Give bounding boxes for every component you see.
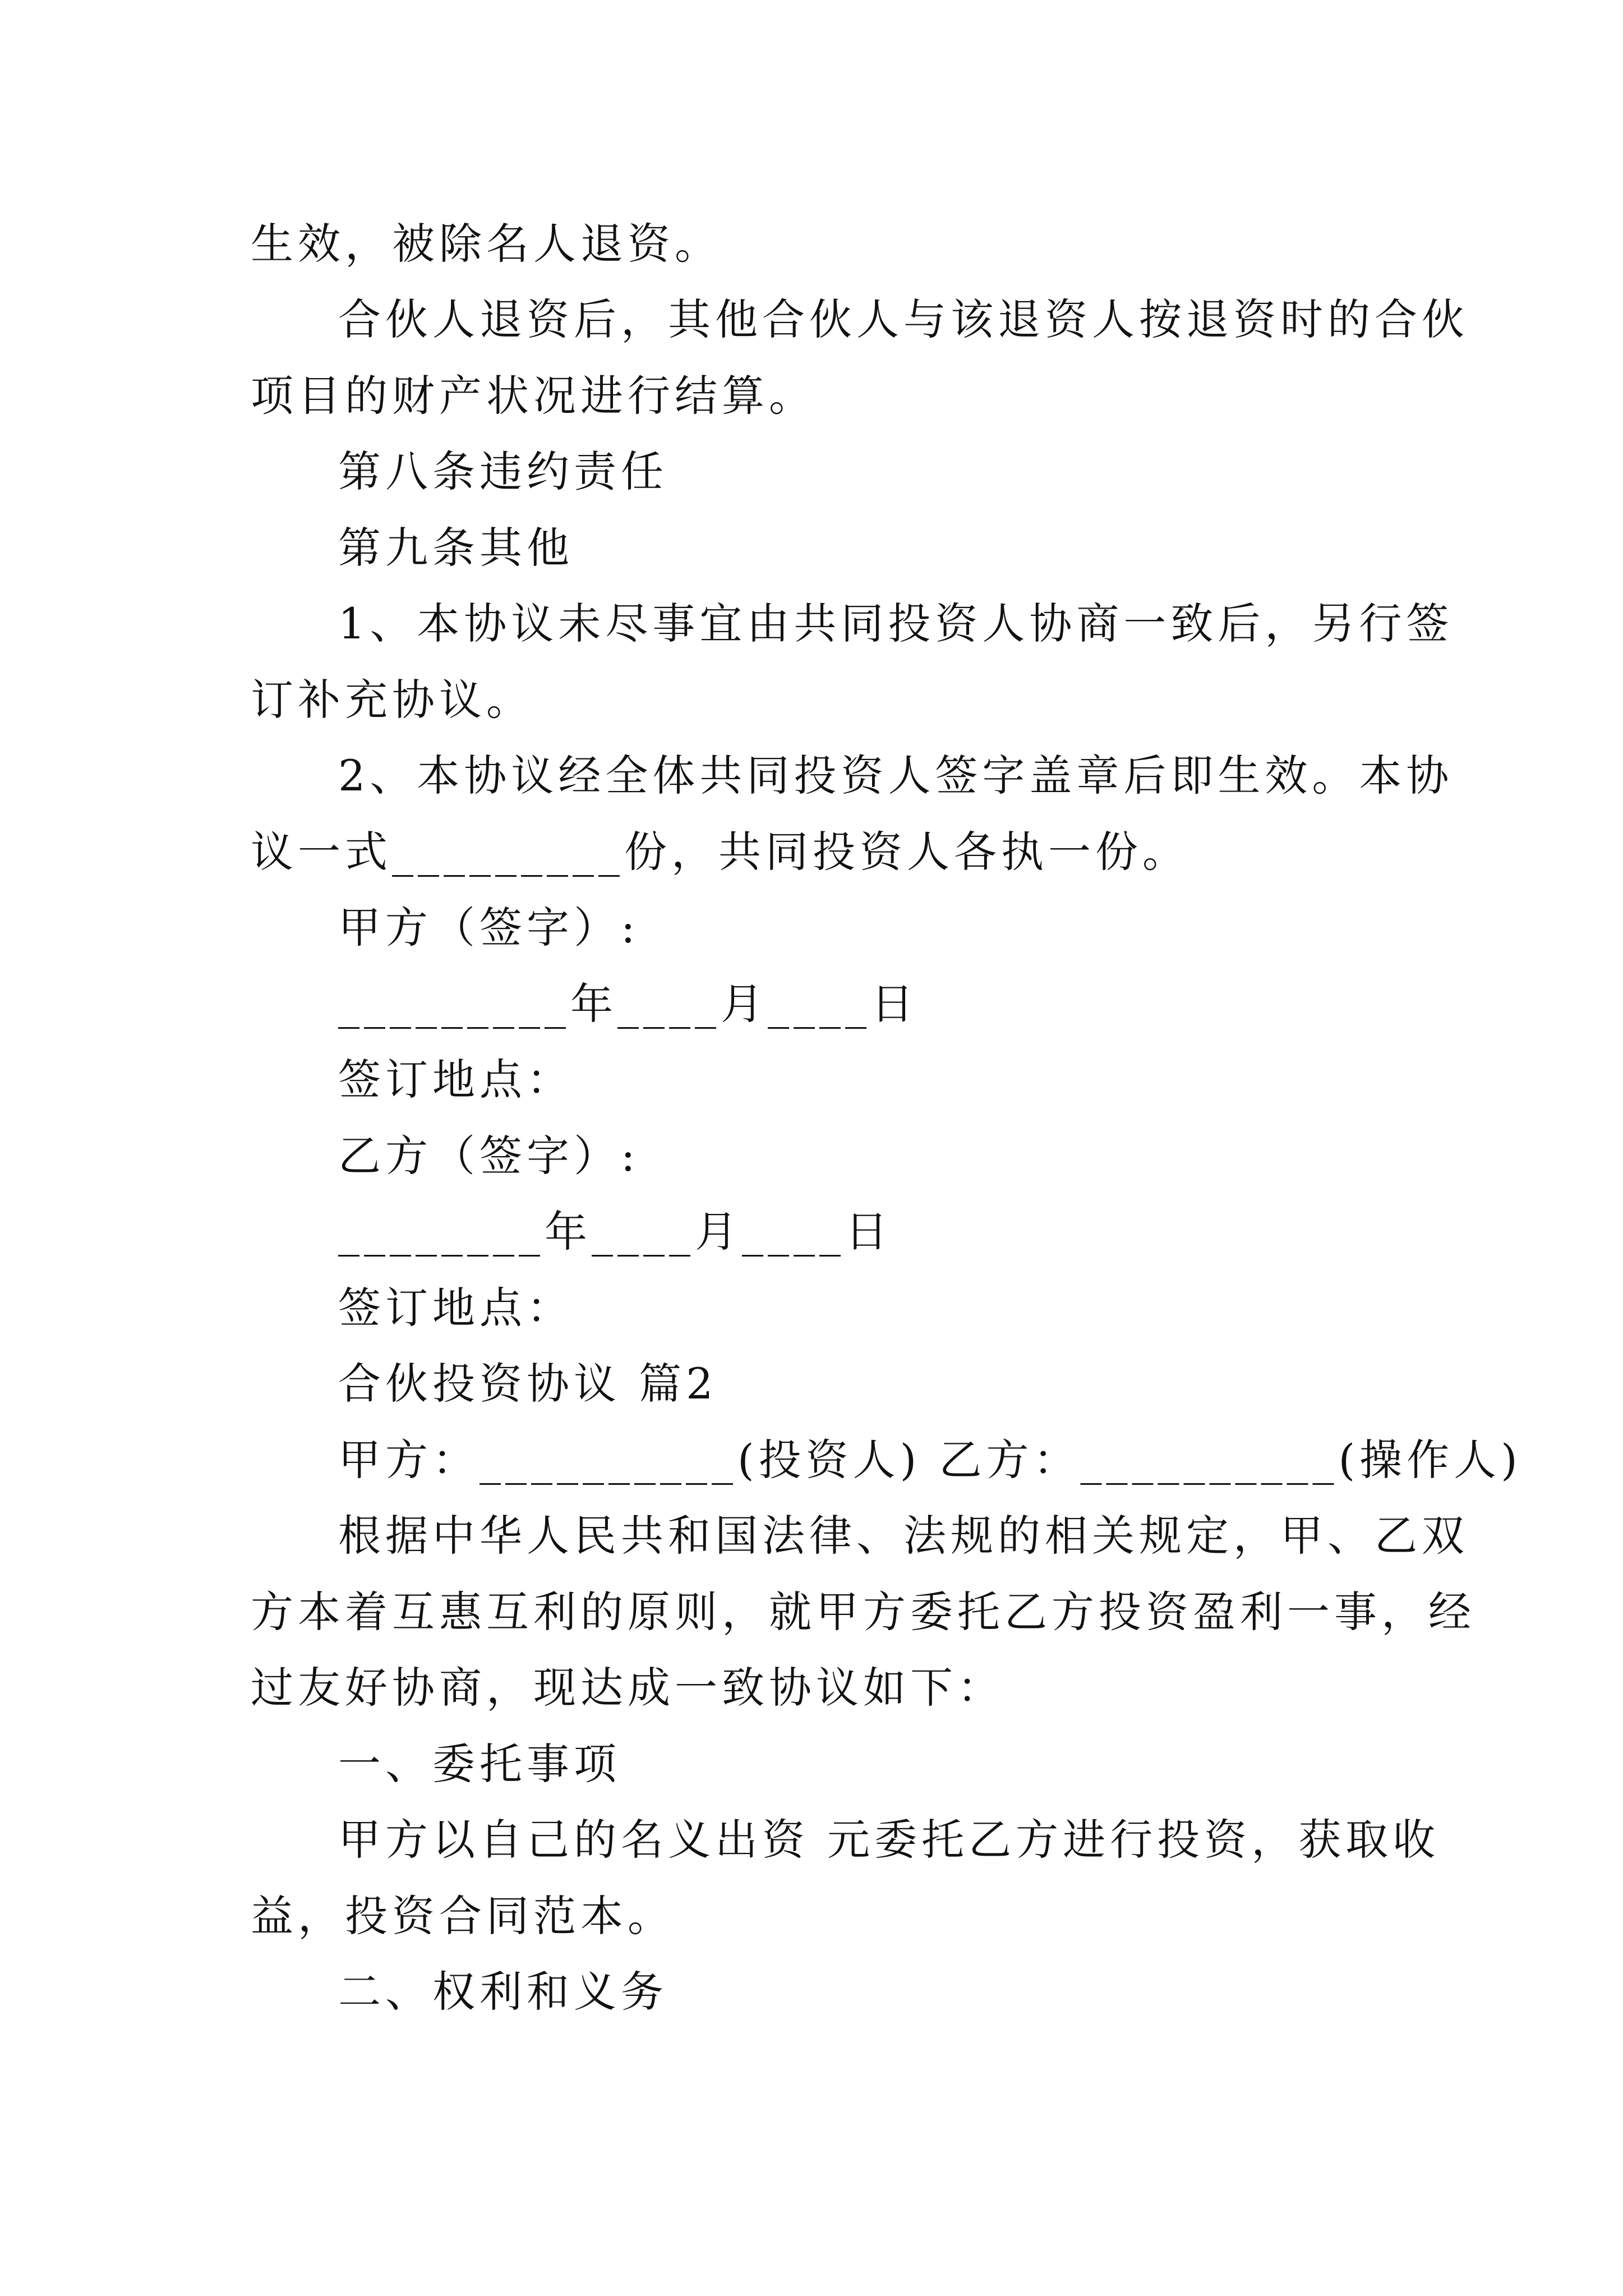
paragraph-line: 根据中华人民共和国法律、法规的相关规定，甲、乙双 — [338, 1511, 1469, 1561]
signature-label-party-a: 甲方（签字）: — [338, 903, 640, 953]
date-blank-line: ________年____月____日 — [338, 1207, 892, 1257]
paragraph-line: 过友好协商，现达成一致协议如下： — [251, 1663, 1004, 1713]
signing-place-label: 签订地点： — [338, 1055, 574, 1105]
parties-line: 甲方：__________(投资人) 乙方：__________(操作人) — [338, 1435, 1522, 1485]
signing-place-label: 签订地点： — [338, 1283, 574, 1333]
paragraph-line: 订补充协议。 — [251, 675, 533, 725]
clause-heading: 二、权利和义务 — [338, 1967, 668, 2017]
section-title: 合伙投资协议 篇2 — [338, 1359, 718, 1409]
clause-heading: 一、委托事项 — [338, 1739, 621, 1789]
paragraph-line: 益，投资合同范本。 — [251, 1891, 675, 1941]
article-heading: 第九条其他 — [338, 523, 574, 573]
paragraph-line: 项目的财产状况进行结算。 — [251, 371, 816, 421]
paragraph-line: 方本着互惠互利的原则，就甲方委托乙方投资盈利一事，经 — [251, 1587, 1476, 1637]
paragraph-line: 1、本协议未尽事宜由共同投资人协商一致后，另行签 — [338, 599, 1454, 648]
paragraph-line: 生效，被除名人退资。 — [251, 219, 722, 269]
paragraph-line: 议一式_________份，共同投资人各执一份。 — [251, 827, 1189, 877]
paragraph-line: 2、本协议经全体共同投资人签字盖章后即生效。本协 — [338, 751, 1454, 800]
article-heading: 第八条违约责任 — [338, 447, 668, 496]
signature-label-party-b: 乙方（签字）: — [338, 1131, 640, 1181]
date-blank-line: _________年____月____日 — [338, 979, 918, 1029]
paragraph-line: 甲方以自己的名义出资 元委托乙方进行投资，获取收 — [338, 1815, 1440, 1865]
paragraph-line: 合伙人退资后，其他合伙人与该退资人按退资时的合伙 — [338, 295, 1469, 344]
